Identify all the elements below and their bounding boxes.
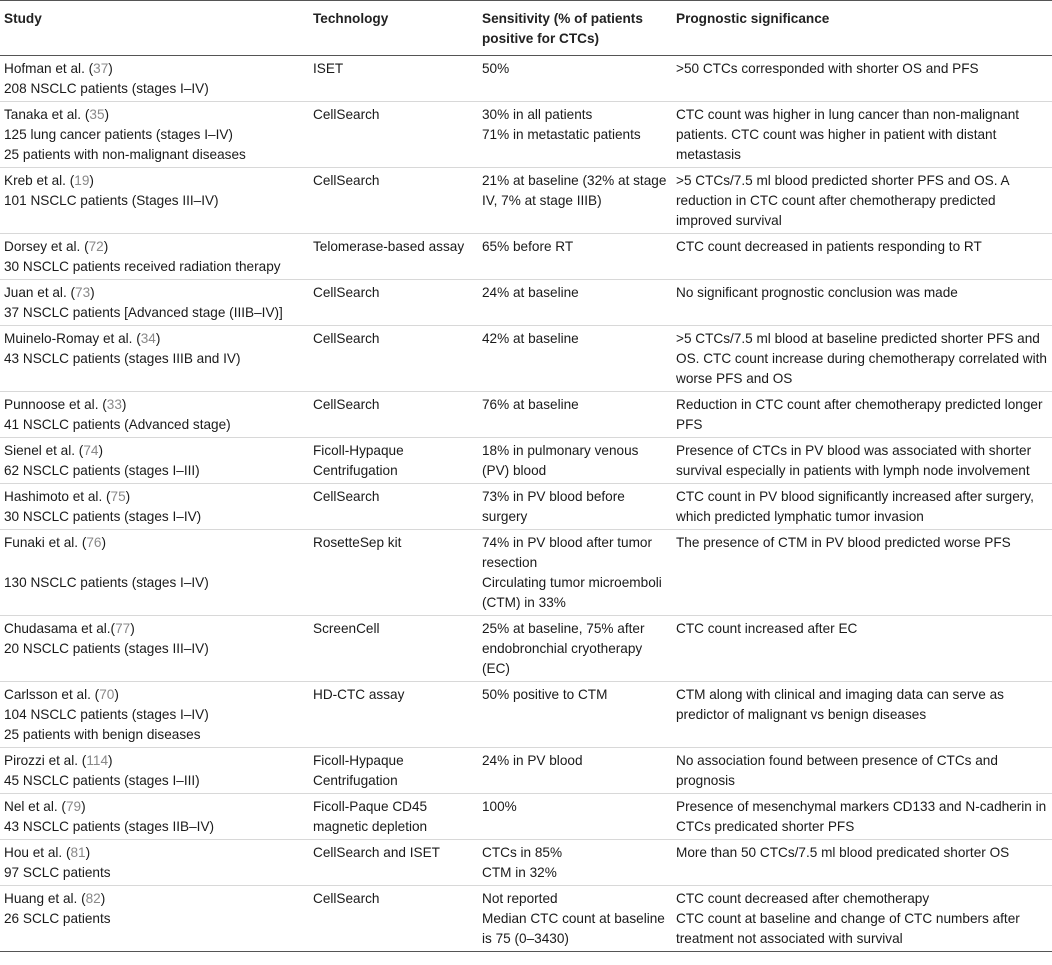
study-author-close: ) [98, 443, 103, 458]
sensitivity-cell [478, 748, 672, 794]
prognosis-text: >5 CTCs/7.5 ml blood at baseline predicted shorter PFS and OS. CTC count increase during chemotherapy correlated with worse PFS and OS [676, 331, 1047, 386]
table-row [0, 748, 1052, 794]
prognosis-cell [672, 438, 1052, 484]
header-prognosis: Prognostic significance [672, 1, 1052, 56]
reference-link[interactable]: 70 [99, 687, 115, 702]
prognosis-cell [672, 794, 1052, 840]
study-citation [4, 59, 305, 79]
technology-cell [309, 530, 478, 616]
reference-link[interactable]: 82 [85, 891, 101, 906]
study-cell [0, 616, 309, 682]
study-cohort: 43 NSCLC patients (stages IIIB and IV) [4, 351, 241, 366]
prognosis-cell [672, 168, 1052, 234]
prognosis-cell [672, 392, 1052, 438]
table-row [0, 794, 1052, 840]
reference-link[interactable]: 79 [65, 799, 82, 814]
prognosis-cell [672, 682, 1052, 748]
reference-link[interactable]: 76 [86, 535, 102, 550]
study-citation [4, 797, 305, 817]
prognosis-text: CTC count in PV blood significantly increased after surgery, which predicted lymphatic tumor invasion [676, 489, 1034, 524]
reference-link[interactable]: 72 [88, 239, 104, 254]
sensitivity-text: Not reported [482, 891, 558, 906]
study-author: Punnoose et al. ( [4, 397, 107, 412]
technology-text: CellSearch [313, 891, 380, 906]
prognosis-text-secondary: CTC count at baseline and change of CTC numbers after treatment not associated with survival [676, 911, 1020, 946]
technology-text: Telomerase-based assay [313, 239, 465, 254]
reference-link[interactable]: 77 [115, 621, 131, 636]
sensitivity-cell [478, 234, 672, 280]
sensitivity-cell [478, 168, 672, 234]
prognosis-text: No significant prognostic conclusion was made [676, 285, 958, 300]
study-cohort: 41 NSCLC patients (Advanced stage) [4, 417, 231, 432]
prognosis-text: CTM along with clinical and imaging data can serve as predictor of malignant vs benign diseases [676, 687, 1004, 722]
reference-link[interactable]: 35 [89, 107, 105, 122]
sensitivity-text: 73% in PV blood before surgery [482, 489, 625, 524]
table-row [0, 682, 1052, 748]
study-author: Tanaka et al. ( [4, 107, 90, 122]
study-author: Hofman et al. ( [4, 61, 94, 76]
prognosis-cell [672, 234, 1052, 280]
technology-text: CellSearch [313, 285, 380, 300]
technology-text: Ficoll-Paque CD45 [313, 799, 428, 814]
study-citation [4, 441, 305, 461]
sensitivity-cell [478, 392, 672, 438]
reference-link[interactable]: 19 [74, 173, 90, 188]
study-author-close: ) [101, 535, 107, 550]
study-author: Nel et al. ( [4, 799, 66, 814]
sensitivity-cell [478, 56, 672, 102]
technology-text: CellSearch [313, 489, 380, 504]
study-cohort-secondary: 25 patients with non-malignant diseases [4, 147, 246, 162]
study-cell [0, 326, 309, 392]
sensitivity-text: 74% in PV blood after tumor resection [482, 535, 653, 570]
study-cohort: 208 NSCLC patients (stages I–IV) [4, 81, 209, 96]
header-sensitivity: Sensitivity (% of patients positive for CTCs) [478, 1, 672, 56]
study-cohort: 125 lung cancer patients (stages I–IV) [4, 127, 233, 142]
study-author: Funaki et al. ( [4, 535, 87, 550]
reference-link[interactable]: 114 [86, 753, 109, 768]
prognosis-text: No association found between presence of CTCs and prognosis [676, 753, 998, 788]
study-author: Muinelo-Romay et al. ( [4, 331, 141, 346]
sensitivity-cell [478, 102, 672, 168]
prognosis-text: CTC count decreased in patients responding to RT [676, 239, 982, 254]
study-author: Kreb et al. ( [4, 173, 75, 188]
study-citation [4, 843, 305, 863]
technology-cell [309, 682, 478, 748]
sensitivity-cell [478, 616, 672, 682]
prognosis-text: The presence of CTM in PV blood predicted worse PFS [676, 535, 1011, 550]
study-author-close: ) [108, 61, 113, 76]
table-row [0, 392, 1052, 438]
study-author-close: ) [125, 489, 131, 504]
study-author-close: ) [81, 799, 86, 814]
study-citation [4, 395, 305, 415]
study-author-close: ) [108, 753, 113, 768]
sensitivity-text: 21% at baseline (32% at stage IV, 7% at stage IIIB) [482, 173, 667, 208]
prognosis-cell [672, 326, 1052, 392]
table-row [0, 326, 1052, 392]
study-cohort: 45 NSCLC patients (stages I–III) [4, 773, 200, 788]
sensitivity-text: Circulating tumor microemboli (CTM) in 33% [482, 575, 662, 610]
sensitivity-text: 42% at baseline [482, 331, 579, 346]
sensitivity-cell [478, 840, 672, 886]
table-row [0, 56, 1052, 102]
study-author-close: ) [100, 891, 106, 906]
study-citation [4, 329, 305, 349]
study-citation [4, 105, 305, 125]
technology-text: Ficoll-Hypaque [313, 753, 404, 768]
sensitivity-text: 25% at baseline, 75% after endobronchial cryotherapy (EC) [482, 621, 645, 676]
study-author-close: ) [114, 687, 119, 702]
technology-text: CellSearch [313, 331, 380, 346]
reference-link[interactable]: 34 [140, 331, 156, 346]
table-row [0, 484, 1052, 530]
technology-cell [309, 392, 478, 438]
study-cohort: 104 NSCLC patients (stages I–IV) [4, 707, 209, 722]
prognosis-cell [672, 280, 1052, 326]
header-study: Study [0, 1, 309, 56]
study-cell [0, 840, 309, 886]
study-cell [0, 438, 309, 484]
technology-cell [309, 840, 478, 886]
technology-cell [309, 438, 478, 484]
technology-text: CellSearch [313, 107, 380, 122]
sensitivity-text: 24% in PV blood [482, 753, 583, 768]
study-cohort-secondary: 25 patients with benign diseases [4, 727, 201, 742]
table-row [0, 168, 1052, 234]
study-author-close: ) [121, 397, 127, 412]
sensitivity-cell [478, 794, 672, 840]
reference-link[interactable]: 73 [75, 285, 91, 300]
prognosis-text: CTC count decreased after chemotherapy [676, 891, 930, 906]
reference-link[interactable]: 74 [83, 443, 99, 458]
study-citation [4, 171, 305, 191]
study-cell [0, 748, 309, 794]
reference-link[interactable]: 33 [106, 397, 122, 412]
sensitivity-cell [478, 438, 672, 484]
table-row [0, 840, 1052, 886]
sensitivity-text: 30% in all patients [482, 107, 593, 122]
sensitivity-text: 18% in pulmonary venous (PV) blood [482, 443, 639, 478]
prognosis-text: Presence of mesenchymal markers CD133 and N-cadherin in CTCs predicated shorter PFS [676, 799, 1047, 834]
technology-text: ISET [313, 61, 344, 76]
study-cell [0, 168, 309, 234]
technology-cell [309, 56, 478, 102]
table-row [0, 886, 1052, 952]
study-cohort: 62 NSCLC patients (stages I–III) [4, 463, 200, 478]
study-cohort: 26 SCLC patients [4, 911, 111, 926]
technology-text: CellSearch [313, 397, 380, 412]
study-cohort: 20 NSCLC patients (stages III–IV) [4, 641, 209, 656]
study-cohort: 97 SCLC patients [4, 865, 111, 880]
technology-cell [309, 234, 478, 280]
study-author-close: ) [90, 285, 95, 300]
technology-cell [309, 280, 478, 326]
study-author: Huang et al. ( [4, 891, 86, 906]
study-cohort: 101 NSCLC patients (Stages III–IV) [4, 193, 219, 208]
technology-text: magnetic depletion [313, 819, 428, 834]
technology-text: HD-CTC assay [313, 687, 405, 702]
technology-cell [309, 616, 478, 682]
study-author-close: ) [89, 173, 94, 188]
technology-text: RosetteSep kit [313, 535, 402, 550]
technology-cell [309, 102, 478, 168]
study-author-close: ) [155, 331, 161, 346]
study-citation [4, 889, 305, 909]
study-cell [0, 392, 309, 438]
sensitivity-cell [478, 682, 672, 748]
reference-link[interactable]: 81 [70, 845, 86, 860]
sensitivity-cell [478, 886, 672, 952]
table-row [0, 616, 1052, 682]
technology-cell [309, 326, 478, 392]
prognosis-text: CTC count increased after EC [676, 621, 858, 636]
prognosis-text: More than 50 CTCs/7.5 ml blood predicated shorter OS [676, 845, 1010, 860]
technology-cell [309, 886, 478, 952]
study-citation [4, 751, 305, 771]
study-author-close: ) [103, 239, 109, 254]
technology-text: Centrifugation [313, 773, 398, 788]
sensitivity-cell [478, 280, 672, 326]
prognosis-cell [672, 102, 1052, 168]
study-author: Juan et al. ( [4, 285, 76, 300]
prognosis-cell [672, 616, 1052, 682]
study-citation [4, 237, 305, 257]
prognosis-cell [672, 886, 1052, 952]
study-cell [0, 530, 309, 616]
study-author-close: ) [130, 621, 135, 636]
technology-text: Ficoll-Hypaque [313, 443, 404, 458]
sensitivity-text: Median CTC count at baseline is 75 (0–3430) [482, 911, 665, 946]
sensitivity-cell [478, 326, 672, 392]
table-row [0, 438, 1052, 484]
sensitivity-text: CTCs in 85% [482, 845, 563, 860]
study-cell [0, 682, 309, 748]
study-cohort: 43 NSCLC patients (stages IIB–IV) [4, 819, 215, 834]
sensitivity-cell [478, 484, 672, 530]
study-citation [4, 619, 305, 639]
table-row [0, 102, 1052, 168]
study-citation [4, 533, 305, 553]
study-cohort: 30 NSCLC patients (stages I–IV) [4, 509, 202, 524]
prognosis-text: CTC count was higher in lung cancer than non-malignant patients. CTC count was higher in patient with distant metastasis [676, 107, 1020, 162]
study-cohort: 37 NSCLC patients [Advanced stage (IIIB–IV)] [4, 305, 283, 320]
prognosis-text: Reduction in CTC count after chemotherapy predicted longer PFS [676, 397, 1043, 432]
study-author-close: ) [85, 845, 91, 860]
study-cell [0, 234, 309, 280]
study-citation [4, 283, 305, 303]
study-author: Dorsey et al. ( [4, 239, 89, 254]
sensitivity-text: 100% [482, 799, 517, 814]
sensitivity-text: 50% positive to CTM [482, 687, 608, 702]
table-row [0, 530, 1052, 616]
reference-link[interactable]: 75 [110, 489, 126, 504]
study-cell [0, 56, 309, 102]
table-row [0, 280, 1052, 326]
technology-text: CellSearch [313, 173, 380, 188]
reference-link[interactable]: 37 [93, 61, 109, 76]
technology-text: Centrifugation [313, 463, 398, 478]
sensitivity-text: 76% at baseline [482, 397, 579, 412]
study-cell [0, 484, 309, 530]
prognosis-cell [672, 56, 1052, 102]
study-citation [4, 685, 305, 705]
study-author: Hashimoto et al. ( [4, 489, 111, 504]
prognosis-cell [672, 840, 1052, 886]
study-cohort: 130 NSCLC patients (stages I–IV) [4, 575, 209, 590]
prognosis-text: >5 CTCs/7.5 ml blood predicted shorter PFS and OS. A reduction in CTC count after chemotherapy predicted improved survival [676, 173, 1009, 228]
prognosis-cell [672, 748, 1052, 794]
technology-text: ScreenCell [313, 621, 380, 636]
study-author: Chudasama et al.( [4, 621, 116, 636]
technology-cell [309, 168, 478, 234]
study-author: Carlsson et al. ( [4, 687, 100, 702]
study-cell [0, 794, 309, 840]
sensitivity-text: 24% at baseline [482, 285, 579, 300]
study-author: Sienel et al. ( [4, 443, 84, 458]
sensitivity-text: 65% before RT [482, 239, 574, 254]
sensitivity-text: 71% in metastatic patients [482, 127, 641, 142]
prognosis-cell [672, 484, 1052, 530]
sensitivity-text: 50% [482, 61, 510, 76]
study-cell [0, 886, 309, 952]
study-author: Pirozzi et al. ( [4, 753, 87, 768]
study-cell [0, 280, 309, 326]
study-cohort: 30 NSCLC patients received radiation therapy [4, 259, 281, 274]
technology-cell [309, 484, 478, 530]
prognosis-text: >50 CTCs corresponded with shorter OS and PFS [676, 61, 979, 76]
study-author-close: ) [104, 107, 110, 122]
header-row [0, 1, 1052, 56]
prognosis-text: Presence of CTCs in PV blood was associated with shorter survival especially in patients with lymph node involvement [676, 443, 1032, 478]
study-author: Hou et al. ( [4, 845, 71, 860]
technology-text: CellSearch and ISET [313, 845, 440, 860]
header-technology: Technology [309, 1, 478, 56]
study-cell [0, 102, 309, 168]
table-row [0, 234, 1052, 280]
technology-cell [309, 748, 478, 794]
study-citation [4, 487, 305, 507]
prognosis-cell [672, 530, 1052, 616]
technology-cell [309, 794, 478, 840]
sensitivity-text: CTM in 32% [482, 865, 557, 880]
sensitivity-cell [478, 530, 672, 616]
